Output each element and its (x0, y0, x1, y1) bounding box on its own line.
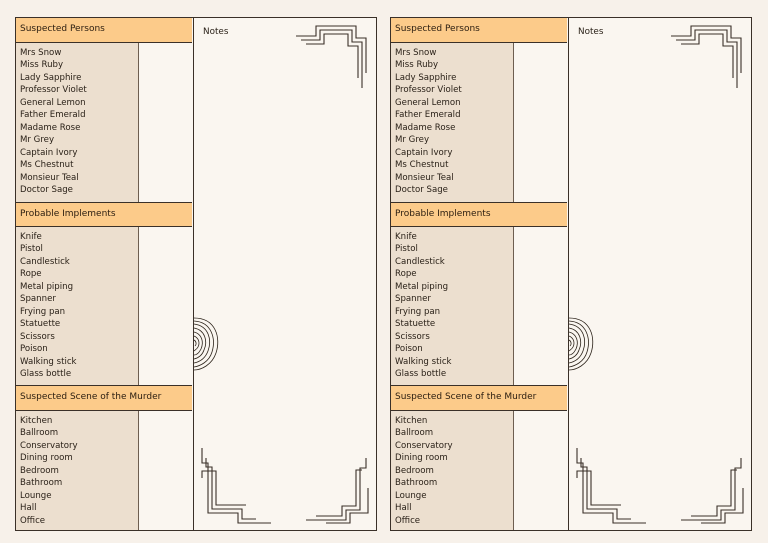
list-item: Bedroom (395, 465, 434, 476)
list-item: Mr Grey (395, 135, 430, 146)
list-item: Knife (395, 232, 417, 242)
list-item: Doctor Sage (395, 184, 448, 195)
list-item: Hall (395, 503, 412, 514)
detective-notes-sheet-right (390, 17, 752, 531)
list-item: Candlestick (395, 256, 445, 267)
scene-list (16, 411, 139, 530)
list-item: Mrs Snow (395, 48, 437, 58)
fingerprint-icon (194, 318, 218, 370)
list-item: Mr Grey (20, 135, 55, 146)
list-item: Lounge (20, 490, 52, 501)
list-item: Lady Sapphire (395, 72, 457, 83)
list-item: Scissors (395, 331, 430, 342)
list-item: Professor Violet (395, 85, 462, 96)
list-item: Office (395, 515, 421, 526)
list-item: Office (20, 515, 46, 526)
list-item: Lounge (395, 490, 427, 501)
detective-notes-sheet-left (15, 17, 377, 531)
list-item: Pistol (395, 244, 418, 255)
list-item: Rope (20, 269, 42, 280)
list-item: Frying pan (20, 306, 66, 317)
list-item: Dining room (395, 453, 448, 464)
list-item: Father Emerald (20, 110, 86, 121)
list-item: Frying pan (395, 306, 441, 317)
section-header-implements: Probable Implements (391, 202, 567, 227)
list-item: Conservatory (20, 440, 78, 451)
list-item: Doctor Sage (20, 184, 73, 195)
list-item: Scissors (20, 331, 55, 342)
list-item: Metal piping (395, 281, 449, 292)
implements-list (391, 227, 514, 385)
fingerprint-icon (569, 318, 593, 370)
implements-list (16, 227, 139, 385)
list-item: Ballroom (395, 428, 434, 439)
list-item: Statuette (395, 319, 436, 330)
list-item: Captain Ivory (395, 147, 453, 158)
section-header-scene: Suspected Scene of the Murder (16, 385, 192, 411)
list-item: Ms Chestnut (395, 160, 449, 171)
list-item: Madame Rose (395, 122, 456, 133)
list-item: Spanner (395, 294, 431, 305)
section-header-suspects: Suspected Persons (391, 18, 567, 43)
list-item: Mrs Snow (20, 48, 62, 58)
list-item: Knife (20, 232, 42, 242)
list-item: Candlestick (20, 256, 70, 267)
scene-list (391, 411, 514, 530)
list-item: Bedroom (20, 465, 59, 476)
section-header-scene: Suspected Scene of the Murder (391, 385, 567, 411)
list-item: Bathroom (395, 478, 438, 489)
list-item: Lady Sapphire (20, 72, 82, 83)
list-item: General Lemon (20, 97, 86, 108)
list-item: Professor Violet (20, 85, 87, 96)
list-item: Spanner (20, 294, 56, 305)
list-item: Rope (395, 269, 417, 280)
notes-label: Notes (578, 27, 604, 37)
list-item: Ballroom (20, 428, 59, 439)
list-item: General Lemon (395, 97, 461, 108)
list-item: Hall (20, 503, 37, 514)
list-item: Walking stick (20, 356, 77, 367)
list-item: Dining room (20, 453, 73, 464)
list-item: Monsieur Teal (20, 172, 79, 183)
list-item: Pistol (20, 244, 43, 255)
list-item: Kitchen (395, 416, 428, 426)
list-item: Madame Rose (20, 122, 81, 133)
list-item: Glass bottle (395, 368, 447, 379)
list-item: Monsieur Teal (395, 172, 454, 183)
list-item: Miss Ruby (20, 60, 64, 71)
list-item: Metal piping (20, 281, 74, 292)
list-item: Bathroom (20, 478, 63, 489)
list-item: Poison (395, 344, 423, 355)
checklist-column (391, 18, 569, 530)
list-item: Conservatory (395, 440, 453, 451)
suspects-list (16, 43, 139, 202)
list-item: Ms Chestnut (20, 160, 74, 171)
list-item: Father Emerald (395, 110, 461, 121)
list-item: Statuette (20, 319, 61, 330)
list-item: Walking stick (395, 356, 452, 367)
section-header-suspects: Suspected Persons (16, 18, 192, 43)
list-item: Miss Ruby (395, 60, 439, 71)
checklist-column (16, 18, 194, 530)
list-item: Poison (20, 344, 48, 355)
list-item: Kitchen (20, 416, 53, 426)
notes-label: Notes (203, 27, 229, 37)
suspects-list (391, 43, 514, 202)
list-item: Glass bottle (20, 368, 72, 379)
list-item: Captain Ivory (20, 147, 78, 158)
section-header-implements: Probable Implements (16, 202, 192, 227)
